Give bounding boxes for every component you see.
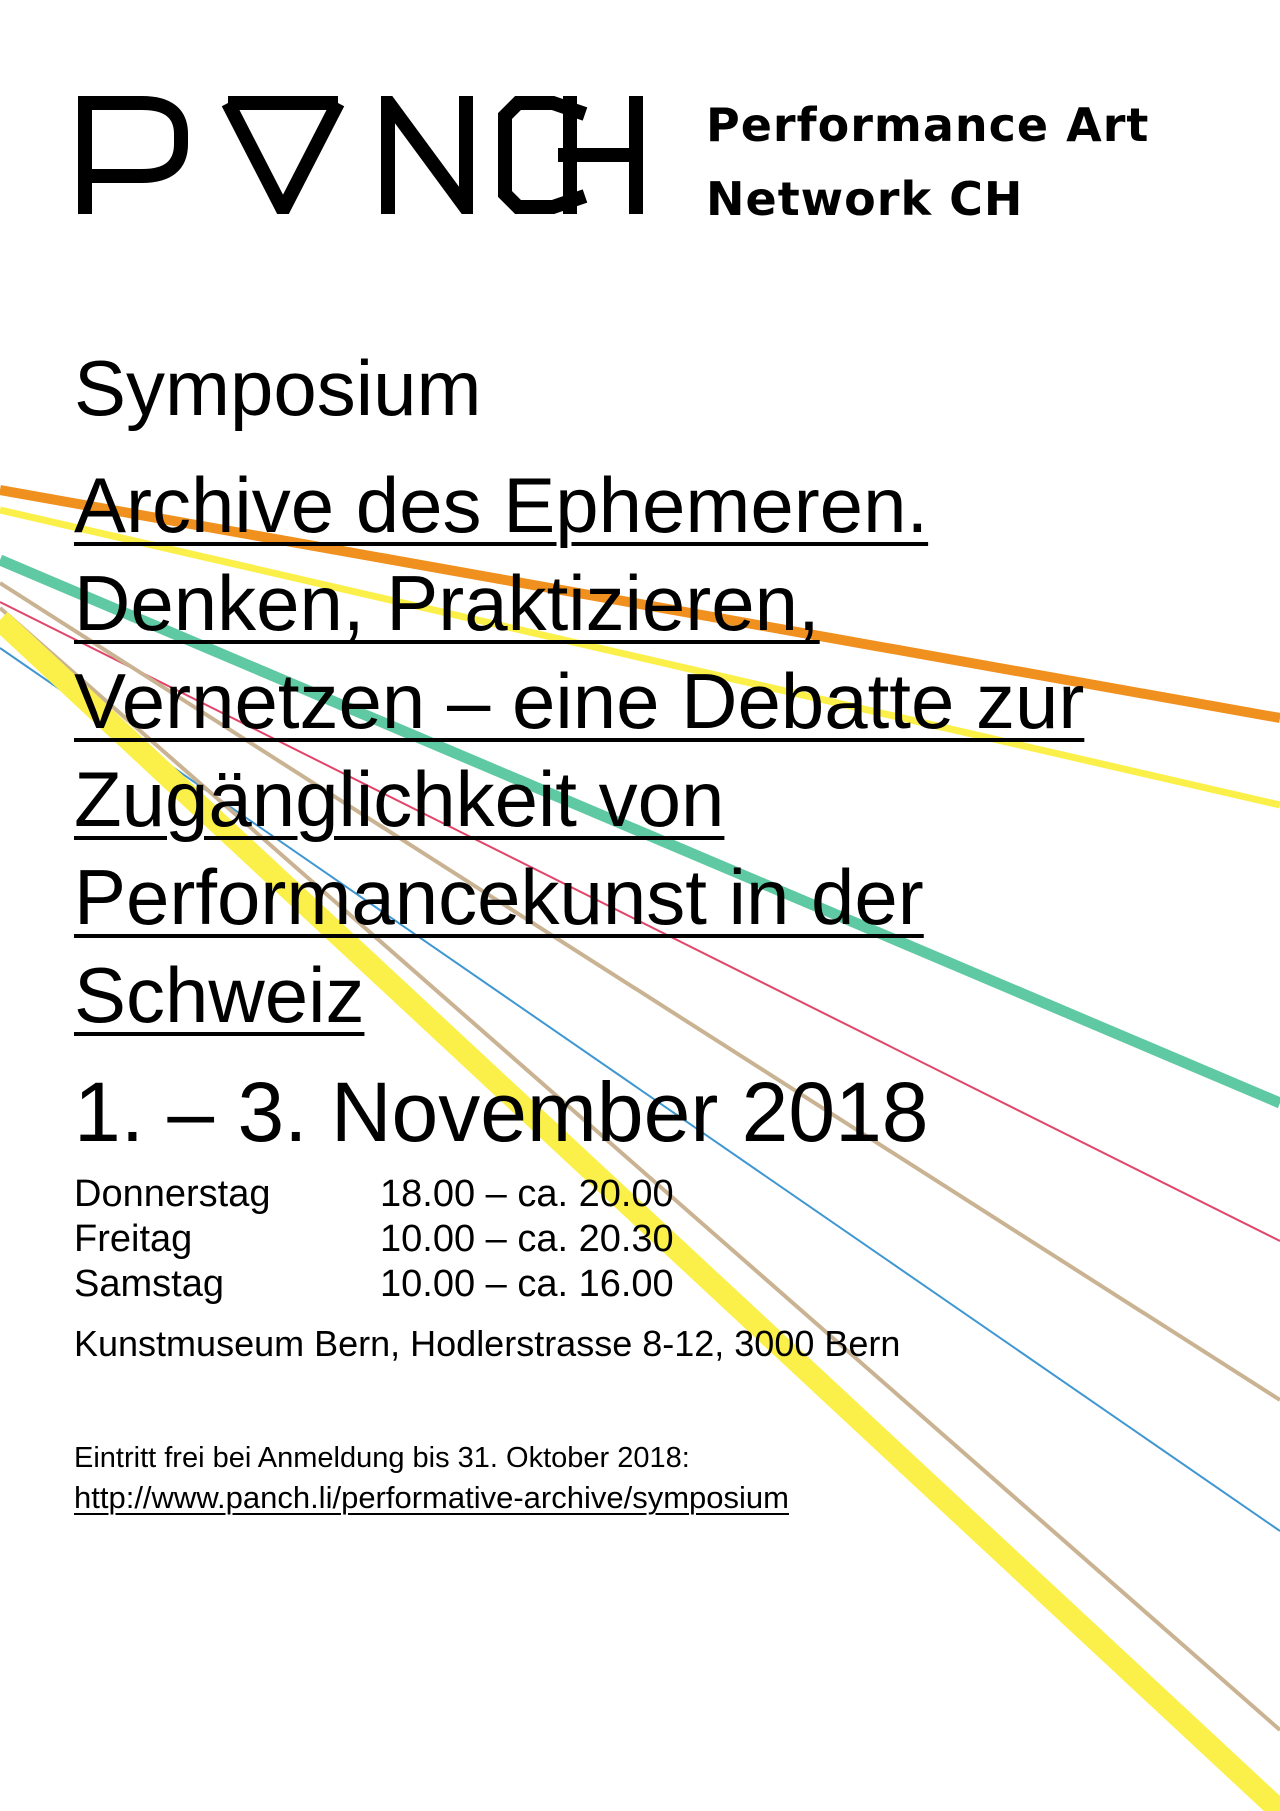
- schedule-time: 18.00 – ca. 20.00: [380, 1173, 674, 1215]
- schedule: [74, 1172, 674, 1307]
- title-line-2: Denken, Praktizieren,: [74, 559, 820, 647]
- title-line-3: Vernetzen – eine Debatte zur: [74, 657, 1085, 745]
- title-line-5: Performancekunst in der: [74, 853, 924, 941]
- entry-note: Eintritt frei bei Anmeldung bis 31. Oktober 2018:: [74, 1442, 690, 1474]
- event-kicker: Symposium: [74, 344, 482, 432]
- schedule-time: 10.00 – ca. 20.30: [380, 1218, 674, 1260]
- tagline: [706, 88, 1149, 236]
- event-title: [74, 456, 1274, 1044]
- registration-link[interactable]: http://www.panch.li/performative-archive/symposium: [74, 1480, 789, 1515]
- title-line-4: Zugänglichkeit von: [74, 755, 725, 843]
- venue-address: Kunstmuseum Bern, Hodlerstrasse 8-12, 3000 Bern: [74, 1323, 901, 1364]
- tagline-line-2: Network CH: [706, 172, 1024, 226]
- title-line-6: Schweiz: [74, 951, 365, 1039]
- schedule-time: 10.00 – ca. 16.00: [380, 1263, 674, 1305]
- schedule-row: [74, 1172, 674, 1217]
- schedule-row: [74, 1217, 674, 1262]
- event-dates: 1. – 3. November 2018: [74, 1065, 929, 1159]
- title-line-1: Archive des Ephemeren.: [74, 461, 929, 549]
- schedule-day: Freitag: [74, 1218, 193, 1260]
- logo-h-extra: [563, 96, 643, 214]
- schedule-row: [74, 1262, 674, 1307]
- schedule-day: Samstag: [74, 1263, 224, 1305]
- tagline-line-1: Performance Art: [706, 98, 1150, 152]
- schedule-day: Donnerstag: [74, 1173, 271, 1215]
